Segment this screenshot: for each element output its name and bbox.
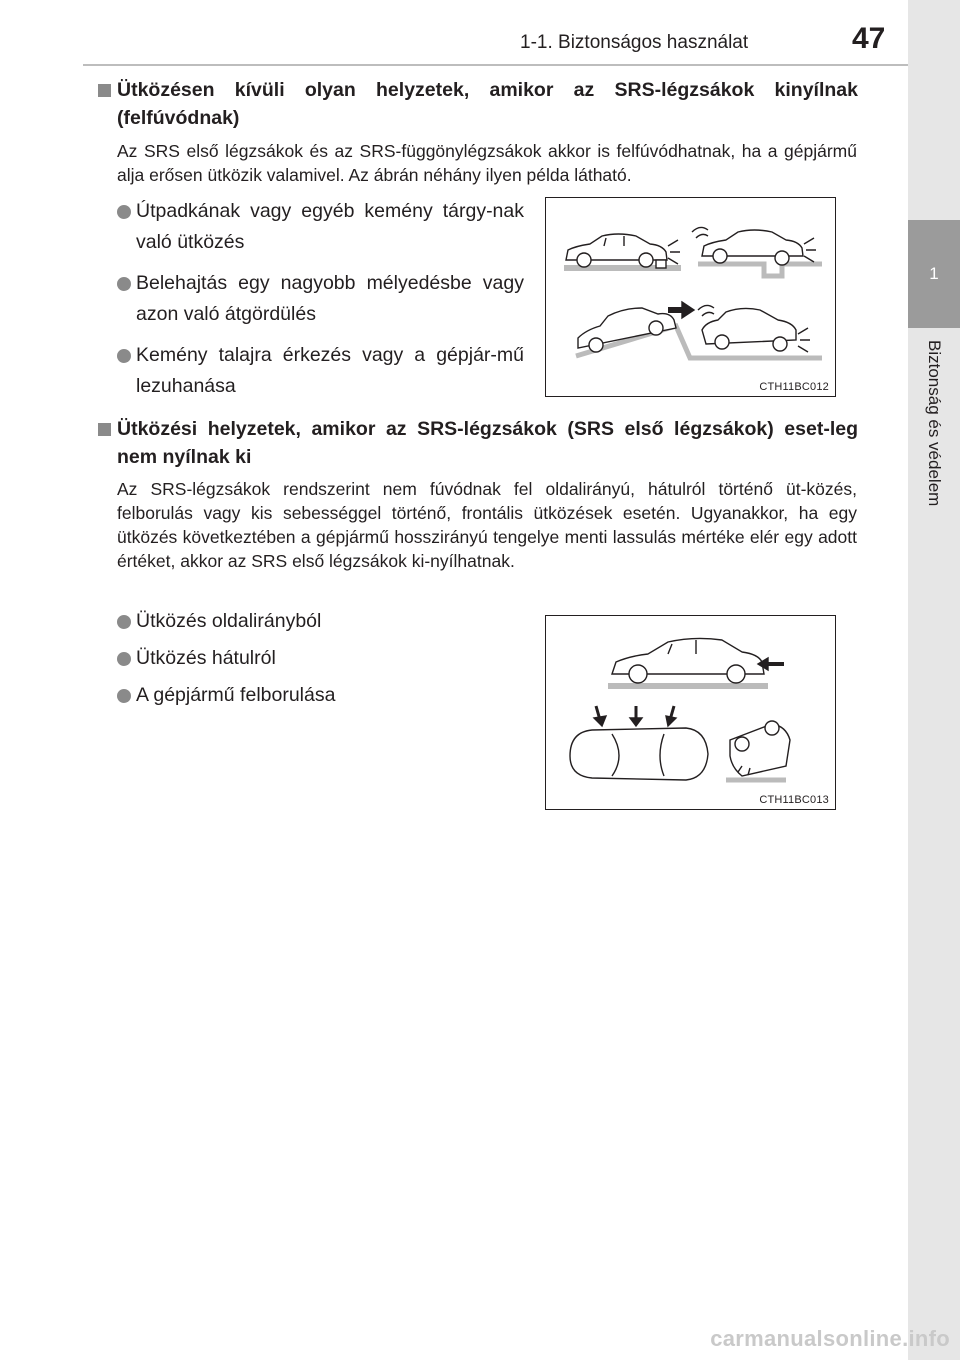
bullet-dot-icon (117, 349, 131, 363)
section-heading-text: Ütközésen kívüli olyan helyzetek, amikor az SRS-légzsákok kinyílnak (felfúvódnak) (117, 79, 858, 129)
heading-square-icon (98, 84, 111, 97)
header-divider (83, 64, 908, 66)
watermark-logo: carmanualsonline.info (710, 1326, 950, 1351)
car-impact-illustration (546, 198, 837, 398)
bullet-dot-icon (117, 652, 131, 666)
list-item (117, 606, 524, 637)
list-item-text: Ütközés oldalirányból (136, 610, 322, 632)
chapter-title: 1-1. Biztonságos használat (520, 32, 749, 53)
list-item (117, 268, 524, 330)
side-tab-chapter-number[interactable]: 1 (908, 220, 960, 328)
section1-paragraph: Az SRS első légzsákok és az SRS-függönylégzsákok akkor is felfúvódhatnak, ha a gépjármű alja erősen ütközik valamivel. Az ábrán néhány ilyen példa látható. (117, 141, 857, 185)
section-heading-deploy (98, 76, 858, 132)
list-item-text: Ütközés hátulról (136, 647, 276, 669)
list-item (117, 340, 524, 402)
list-item-text: A gépjármű felborulása (136, 684, 336, 706)
figure-code: CTH11BC013 (759, 794, 829, 806)
list-item-text: Belehajtás egy nagyobb mélyedésbe vagy azon való átgördülés (136, 272, 524, 325)
section2-bullet-list (117, 606, 524, 711)
bullet-dot-icon (117, 277, 131, 291)
bullet-dot-icon (117, 689, 131, 703)
list-item (117, 196, 524, 258)
side-tab (908, 0, 960, 1360)
section2-paragraph: Az SRS-légzsákok rendszerint nem fúvódnak fel oldalirányú, hátulról történő üt-közés, felborulás vagy kis sebességgel történő, frontális ütközések esetén. Ugyanakkor, ha egy ütközés következtében a gépjármű hosszirányú tengelye menti lassulás mértéke elér egy adott értéket, akkor az SRS első légzsákok ki-nyílhatnak. (117, 479, 857, 571)
bullet-dot-icon (117, 205, 131, 219)
figure-deployment-situations (545, 197, 836, 397)
figure-code: CTH11BC012 (759, 381, 829, 393)
list-item-text: Kemény talajra érkezés vagy a gépjár-mű lezuhanása (136, 344, 524, 397)
list-item (117, 643, 524, 674)
bullet-dot-icon (117, 615, 131, 629)
heading-square-icon (98, 423, 111, 436)
list-item (117, 680, 524, 711)
section-heading-text: Ütközési helyzetek, amikor az SRS-légzsákok (SRS első légzsákok) eset-leg nem nyílnak ki (117, 418, 858, 468)
section-heading-no-deploy (98, 415, 858, 471)
list-item-text: Útpadkának vagy egyéb kemény tárgy-nak való ütközés (136, 200, 524, 253)
page-number: 47 (852, 22, 886, 55)
side-tab-label: Biztonság és védelem (925, 340, 944, 507)
figure-non-deployment-situations (545, 615, 836, 810)
section1-bullet-list (117, 196, 524, 402)
car-collision-illustration (546, 616, 837, 811)
